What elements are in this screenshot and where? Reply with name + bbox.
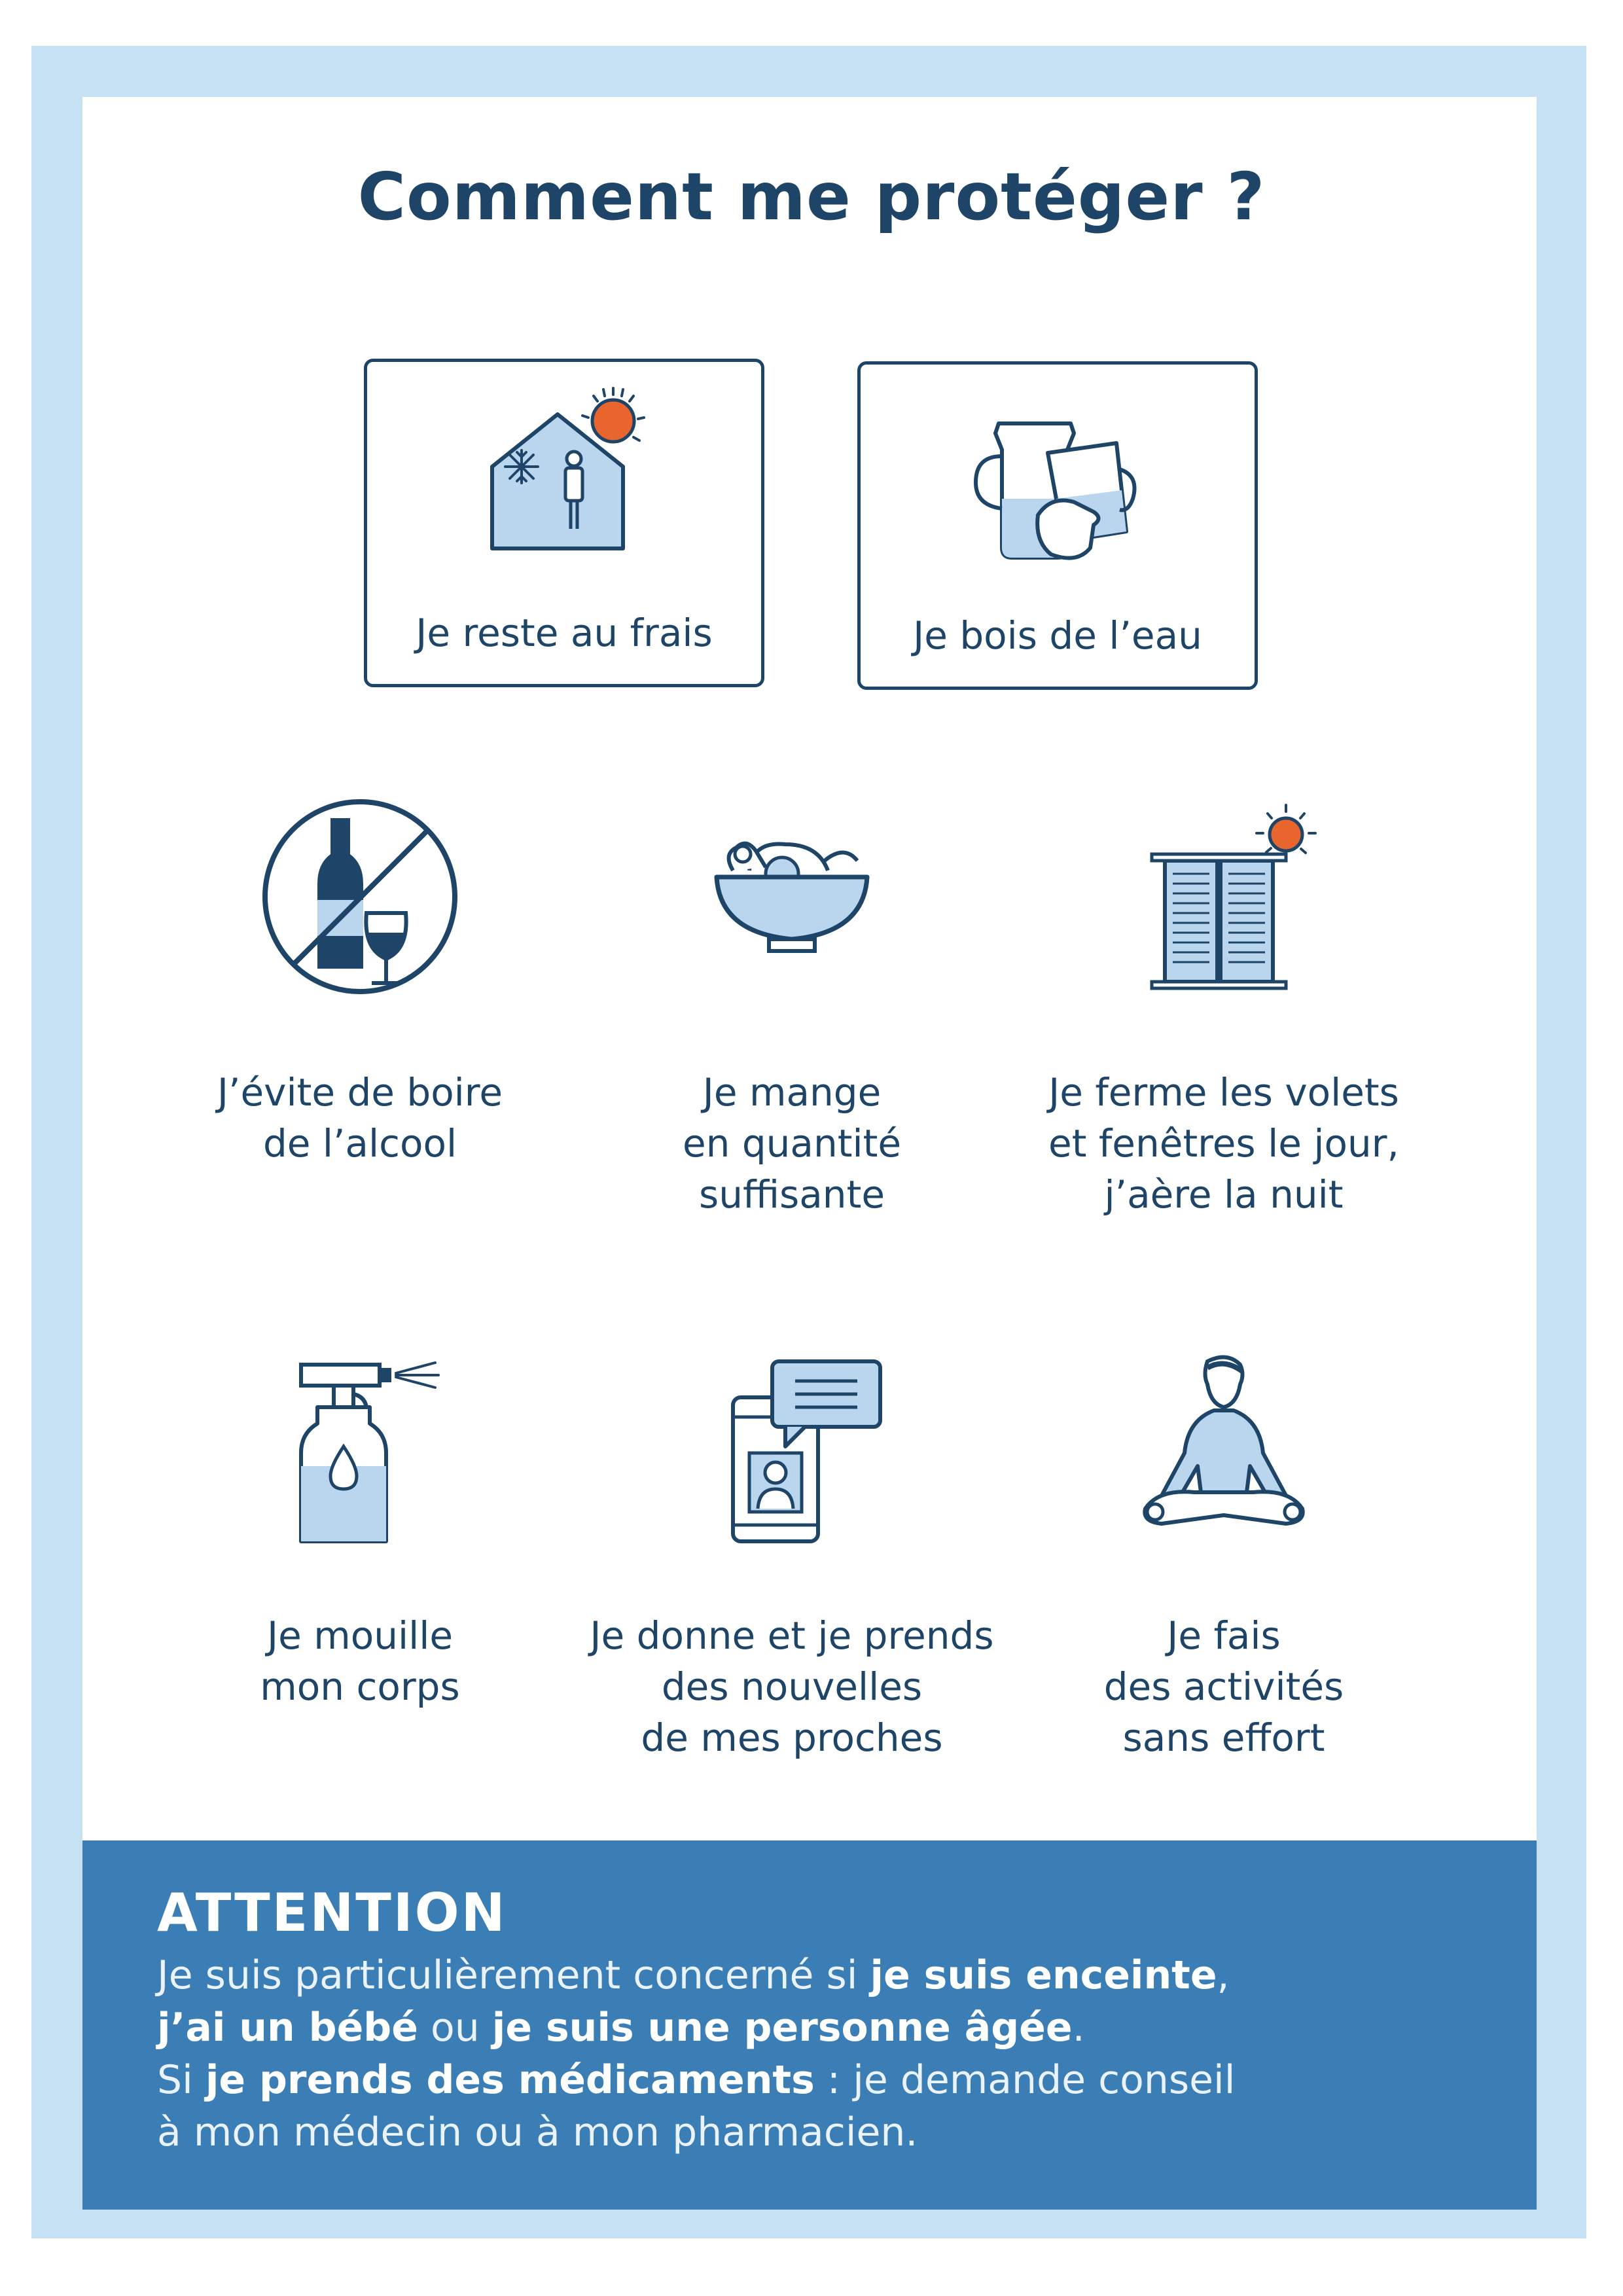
tile-label: Je donne et je prends des nouvelles de mes proches — [590, 1613, 994, 1760]
tile-label: J’évite de boire de l’alcool — [217, 1070, 503, 1166]
card-stay-cool — [364, 359, 764, 687]
card-drink-water — [857, 361, 1258, 690]
water-pitcher-icon — [959, 384, 1156, 581]
attention-text — [157, 1949, 1466, 2159]
tile-label: Je mouille mon corps — [260, 1613, 460, 1709]
shutters-icon — [1119, 792, 1329, 1001]
tile-close-shutters — [1027, 792, 1420, 1217]
tile-wet-body — [164, 1348, 556, 1767]
tile-keep-in-touch — [556, 1348, 1027, 1767]
tile-label: Je ferme les volets et fenêtres le jour, j’aère la nuit — [1048, 1070, 1399, 1217]
food-bowl-icon — [687, 792, 897, 1001]
card-label: Je bois de l’eau — [913, 613, 1202, 658]
attention-line: Je suis particulièrement concerné si je suis enceinte, — [157, 1952, 1230, 1998]
house-cool-icon — [466, 382, 662, 578]
attention-line: à mon médecin ou à mon pharmacien. — [157, 2109, 918, 2155]
spray-bottle-icon — [255, 1348, 465, 1558]
tile-label: Je mange en quantité suffisante — [682, 1070, 902, 1217]
attention-title: ATTENTION — [157, 1882, 507, 1943]
attention-line: j’ai un bébé ou je suis une personne âgée. — [157, 2005, 1085, 2051]
no-alcohol-icon — [255, 792, 465, 1001]
tile-no-alcohol — [164, 792, 556, 1185]
page-title: Comment me protéger ? — [357, 158, 1266, 235]
tile-eat-enough — [596, 792, 988, 1217]
phone-message-icon — [687, 1348, 897, 1558]
tile-label: Je fais des activités sans effort — [1103, 1613, 1344, 1760]
card-label: Je reste au frais — [416, 611, 713, 655]
attention-line: Si je prends des médicaments : je demande conseil — [157, 2057, 1236, 2103]
tile-gentle-activities — [1027, 1348, 1420, 1767]
meditation-icon — [1119, 1348, 1329, 1558]
